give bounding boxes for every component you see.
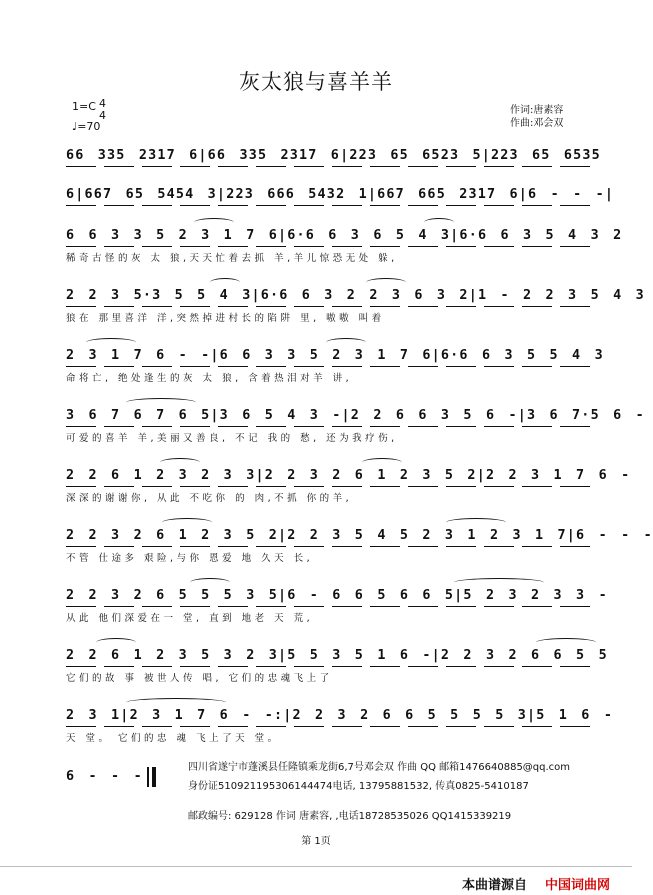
beam-line: [66, 666, 591, 667]
notes: 3 6 7 6 7 6 5|3 6 5 4 3 -|2 2 6 6 3 5 6 -|3 6 7·5 6 -: [66, 408, 645, 423]
lyrics: 从此 他们深爱在一 堂, 直到 地老 天 荒,: [66, 613, 314, 624]
song-title: 灰太狼与喜羊羊: [239, 70, 393, 94]
id-line: 身份证510921195306144474电话, 13795881532, 传真0825-5410187: [188, 781, 529, 792]
source-label: 本曲谱源自: [462, 878, 528, 893]
lyrics: 它们的故 事 被世人传 唱, 它们的忠魂飞上了: [66, 673, 333, 684]
source-site-link[interactable]: 中国词曲网: [545, 878, 611, 893]
footer-divider: [0, 866, 632, 867]
lyrics: 不管 仕途多 艰险,与你 恩爱 地 久天 长,: [66, 553, 314, 564]
beam-line: [66, 546, 591, 547]
lyrics: 命将亡, 绝处逢生的灰 太 狼, 含着热泪对羊 讲,: [66, 373, 353, 384]
lyrics: 可爱的喜羊 羊,美丽又善良, 不记 我的 愁, 还为我疗伤,: [66, 433, 398, 444]
slur: [126, 398, 196, 407]
notes: 2 2 6 1 2 3 2 3 3|2 2 3 2 6 1 2 3 5 2|2 2 3 1 7 6 -: [66, 468, 631, 483]
beam-line: [66, 306, 591, 307]
score-row: [66, 346, 604, 384]
slur: [446, 518, 506, 527]
slur: [96, 638, 136, 647]
tempo-marking: ♩=70: [72, 120, 101, 133]
lyrics: 稀奇古怪的灰 太 狼,天天忙着去抓 羊,羊儿惊恐无处 躲,: [66, 253, 398, 264]
notes: 2 3 1 7 6 - -|6 6 3 3 5 2 3 1 7 6|6·6 6 3 5 5 4 3: [66, 348, 604, 363]
notes: 2 2 3 5·3 5 5 4 3|6·6 6 3 2 2 3 6 3 2|1 - 2 2 3 5 4 3: [66, 288, 645, 303]
score-row: [66, 146, 601, 180]
slur: [86, 338, 136, 347]
lyricist: 作词:唐素容: [510, 105, 564, 116]
beam-line: [66, 606, 591, 607]
address-line: 四川省遂宁市蓬溪县任隆镇乘龙街6,7号邓会双 作曲 QQ 邮箱1476640885@qq.com: [188, 762, 571, 773]
notes: 2 2 3 2 6 5 5 5 3 5|6 - 6 6 5 6 6 5|5 2 3 2 3 3 -: [66, 588, 608, 603]
beam-line: [66, 486, 591, 487]
beam-line: [66, 366, 591, 367]
notes: 6 6 3 3 5 2 3 1 7 6|6·6 6 3 6 5 4 3|6·6 6 3 5 4 3 2: [66, 228, 623, 243]
score-row: [66, 586, 608, 624]
slur: [160, 458, 200, 467]
slur: [536, 638, 596, 647]
score-row: [66, 226, 623, 264]
beam-line: [66, 166, 591, 167]
final-barline: [147, 767, 149, 787]
slur: [326, 338, 366, 347]
lyrics: 天 堂。 它们的忠 魂 飞上了天 堂。: [66, 733, 281, 744]
notes: 6 - - -: [66, 769, 143, 784]
postal-line: 邮政编号: 629128 作词 唐素容, ,电话18728535026 QQ1415339219: [188, 811, 512, 822]
slur: [366, 278, 406, 287]
final-barline-thick: [152, 767, 156, 787]
composer: 作曲:邓会双: [510, 118, 564, 129]
credits: [510, 104, 563, 130]
notes: 6|667 65 5454 3|223 666 5432 1|667 665 2317 6|6 - - -|: [66, 187, 615, 202]
score-row: [66, 185, 615, 219]
slur: [190, 578, 230, 587]
score-row: [66, 526, 653, 564]
score-row: [66, 706, 614, 744]
time-signature-top: 4: [99, 97, 106, 110]
slur: [454, 578, 544, 587]
score-row: [66, 646, 608, 684]
slur: [194, 218, 234, 227]
key-signature: 1=C: [72, 100, 96, 113]
page-number: 第 1页: [301, 836, 331, 847]
notes: 2 2 6 1 2 3 5 3 2 3|5 5 3 5 1 6 -|2 2 3 2 6 6 5 5: [66, 648, 608, 663]
beam-line: [66, 205, 591, 206]
score-row: [66, 406, 645, 444]
notes: 2 3 1|2 3 1 7 6 - -:|2 2 3 2 6 6 5 5 5 5 3|5 1 6 -: [66, 708, 614, 723]
time-signature: [99, 98, 106, 122]
lyrics: 狼在 那里喜洋 洋,突然掉进村长的陷阱 里, 嗷嗷 叫着: [66, 313, 385, 324]
beam-line: [66, 726, 591, 727]
score-row: [66, 767, 143, 801]
time-signature-bottom: 4: [99, 109, 106, 122]
notes: 66 335 2317 6|66 335 2317 6|223 65 6523 5|223 65 6535: [66, 148, 601, 163]
beam-line: [66, 426, 591, 427]
notes: 2 2 3 2 6 1 2 3 5 2|2 2 3 5 4 5 2 3 1 2 3 1 7|6 - - -: [66, 528, 653, 543]
slur: [362, 458, 402, 467]
score-row: [66, 286, 645, 324]
lyrics: 深深的谢谢你, 从此 不吃你 的 肉,不抓 你的羊,: [66, 493, 353, 504]
beam-line: [66, 246, 591, 247]
slur: [210, 278, 240, 287]
score-row: [66, 466, 631, 504]
slur: [126, 698, 226, 707]
slur: [424, 218, 454, 227]
slur: [162, 518, 212, 527]
